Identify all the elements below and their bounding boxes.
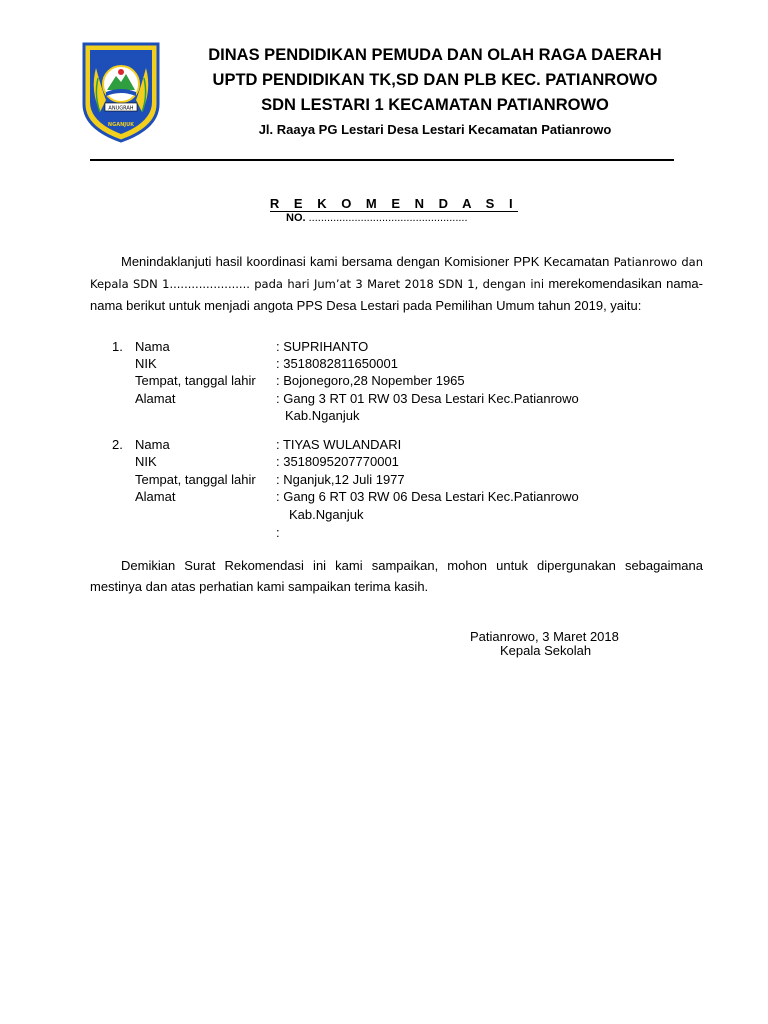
letterhead-line-3: SDN LESTARI 1 KECAMATAN PATIANROWO [261,96,609,114]
person-1-address: : Gang 3 RT 01 RW 03 Desa Lestari Kec.Patianrowo [276,391,579,406]
closing-paragraph-text: Demikian Surat Rekomendasi ini kami sampaikan, mohon untuk dipergunakan sebagaimana mestinya dan atas perhatian kami sampaikan terima kasih. [90,558,703,594]
person-2-birth: : Nganjuk,12 Juli 1977 [276,472,405,487]
document-number [286,212,468,224]
letterhead-divider [90,159,674,161]
person-1-birth: : Bojonegoro,28 Nopember 1965 [276,373,465,388]
person-2-number: 2. [112,437,123,452]
opening-paragraph [90,251,703,316]
letterhead-address: Jl. Raaya PG Lestari Desa Lestari Kecamatan Patianrowo [258,122,612,137]
person-2-extra-colon: : [276,525,280,540]
document-number-dots: .................................................... [305,212,468,224]
signature-position: Kepala Sekolah [500,643,592,658]
person-1-number: 1. [112,339,123,354]
document-number-label: NO. [286,212,306,224]
signature-place-date: Patianrowo, 3 Maret 2018 [470,629,619,644]
person-1-label-nik: NIK [135,356,157,371]
opening-paragraph-part-3: merekomendasikan nama-nama berikut untuk menjadi angota PPS Desa Lestari pada Pemilihan Umum tahun 2019, yaitu: [90,276,703,313]
person-2-label-name: Nama [135,437,170,452]
person-2-address-cont: Kab.Nganjuk [289,507,364,522]
person-1-address-cont: Kab.Nganjuk [285,408,360,423]
person-1-name: : SUPRIHANTO [276,339,369,354]
letterhead-line-1: DINAS PENDIDIKAN PEMUDA DAN OLAH RAGA DAERAH [208,46,662,64]
person-2-nik: : 3518095207770001 [276,454,399,469]
person-1-nik: : 3518082811650001 [276,356,398,371]
person-2-label-birth: Tempat, tanggal lahir [135,472,256,487]
person-2-label-address: Alamat [135,489,176,504]
document-title-text: R E K O M E N D A S I [269,196,519,211]
regency-emblem-logo [76,40,166,144]
person-2-address: : Gang 6 RT 03 RW 06 Desa Lestari Kec.Patianrowo [276,489,579,504]
logo-bottom-text: NGANJUK [107,122,135,128]
person-2-label-nik: NIK [135,454,157,469]
person-2-name: : TIYAS WULANDARI [276,437,402,452]
closing-paragraph [90,555,703,597]
opening-paragraph-part-1: Menindaklanjuti hasil koordinasi kami bersama dengan Komisioner PPK Kecamatan [121,254,614,269]
person-1-label-birth: Tempat, tanggal lahir [135,373,256,388]
person-1-label-name: Nama [135,339,170,354]
person-1-label-address: Alamat [135,391,176,406]
logo-ribbon-text: ANUGRAH [108,105,134,112]
opening-paragraph-part-2: Patianrowo dan Kepala SDN 1...................... pada hari Jum’at 3 Maret 2018 SDN 1, dengan ini [90,255,703,291]
document-title [0,196,768,211]
letterhead-line-2: UPTD PENDIDIKAN TK,SD DAN PLB KEC. PATIANROWO [212,71,658,89]
